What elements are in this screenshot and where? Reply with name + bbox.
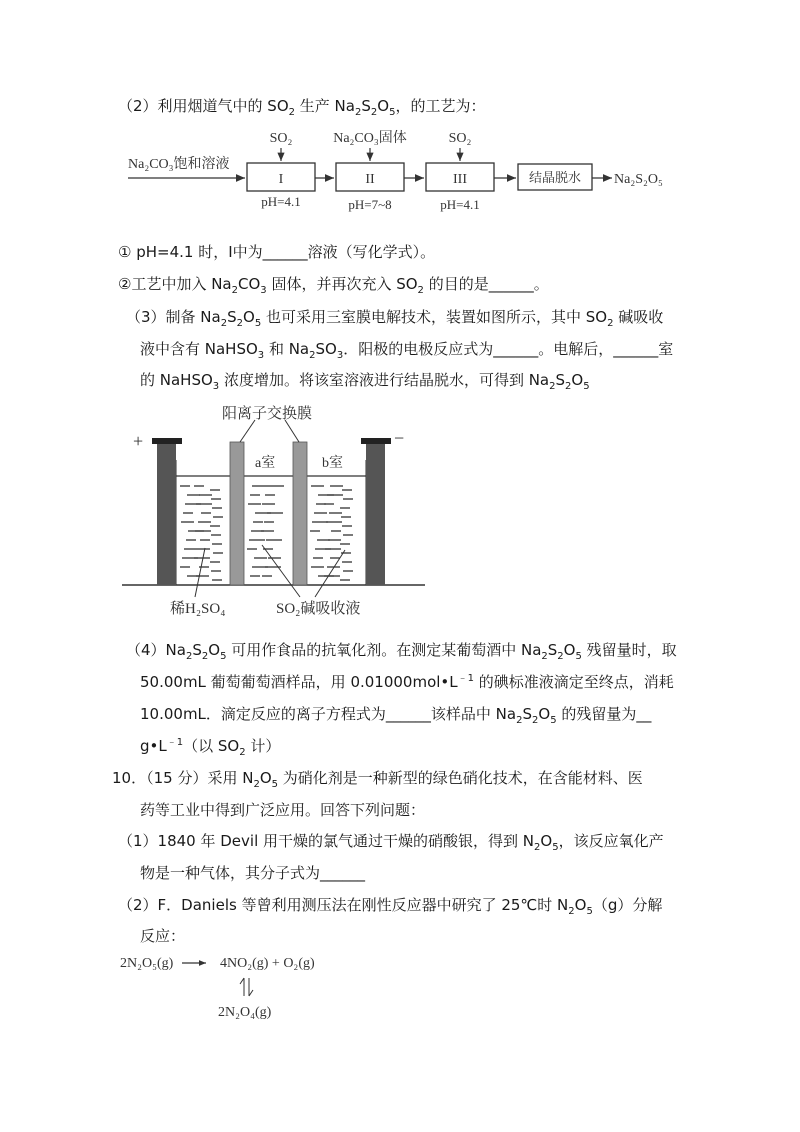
flow-add-3: SO₂ <box>448 131 472 146</box>
eq-bottom: 2N₂O₄(g) <box>218 1005 272 1020</box>
acid-label: 稀H₂SO₄ <box>170 601 226 617</box>
absorb-label: SO₂碱吸收液 <box>276 601 361 617</box>
q3-line-1: （3）制备 $Na_2S_2O_5$ 也可采用三室膜电解技术，装置如图所示，其中 $SO_2$ 碱吸收 <box>126 308 664 329</box>
room-b-label: b室 <box>322 456 343 471</box>
q10-line-3: （1）1840 年 Devil 用干燥的氯气通过干燥的硝酸银，得到 $N_2O_5$，该反应氧化产 <box>118 832 664 853</box>
q10-line-4: 物是一种气体，其分子式为______ <box>140 864 366 882</box>
flow-feed-label: Na₂CO₃饱和溶液 <box>128 157 230 172</box>
eq-right: 4NO₂(g) + O₂(g) <box>220 956 315 971</box>
flow-box-2-label: II <box>365 172 375 187</box>
q10-line-6: 反应： <box>140 927 186 945</box>
minus-sign: − <box>394 428 405 448</box>
flow-ph-2: pH=7~8 <box>348 197 392 212</box>
q4-line-2: 50.00mL 葡萄葡萄酒样品，用 $0.01000mol•L^{﹣1}$ 的碘标准液滴定至终点，消耗 <box>140 673 674 691</box>
q3-line-3: 的 NaHSO$_3$ 浓度增加。将该室溶液进行结晶脱水，可得到 $Na_2S_2O_5$ <box>140 371 590 392</box>
q2-sub2: ②工艺中加入 $Na_2CO_3$ 固体，并再次充入 $SO_2$ 的目的是______。 <box>118 275 549 296</box>
q4-line-3: 10.00mL．滴定反应的离子方程式为______该样品中 $Na_2S_2O_5$ 的残留量为__ <box>140 705 652 726</box>
room-a-label: a室 <box>255 456 276 471</box>
flow-box-3-label: III <box>453 172 467 187</box>
flow-add-1: SO₂ <box>269 131 293 146</box>
eq-left: 2N₂O₅(g) <box>120 956 174 971</box>
flow-box-1-label: I <box>278 172 284 187</box>
membrane-label: 阳离子交换膜 <box>222 406 313 422</box>
q10-line-2: 药等工业中得到广泛应用。回答下列问题： <box>140 801 426 819</box>
q3-line-2: 液中含有 NaHSO$_3$ 和 $Na_2SO_3$．阳极的电极反应式为______。电解后，______室 <box>140 340 674 361</box>
flow-product-label: Na₂S₂O₅ <box>614 172 663 187</box>
flow-box-4-label: 结晶脱水 <box>528 170 582 185</box>
flow-ph-1: pH=4.1 <box>261 194 301 209</box>
q10-line-1: 10．（15 分）采用 $N_2O_5$ 为硝化剂是一种新型的绿色硝化技术，在含能材料、医 <box>112 769 643 790</box>
plus-sign: + <box>133 431 144 451</box>
q2-intro: （2）利用烟道气中的 $SO_2$ 生产 $Na_2S_2O_5$，的工艺为： <box>118 97 486 118</box>
q4-line-4: $g•L^{﹣1}$（以 $SO_2$ 计） <box>140 737 281 758</box>
flow-add-2: Na₂CO₃固体 <box>333 131 407 146</box>
q10-line-5: （2）F．Daniels 等曾利用测压法在刚性反应器中研究了 25℃时 $N_2O_5(g)$分解 <box>118 896 663 917</box>
flow-ph-3: pH=4.1 <box>440 197 480 212</box>
q4-line-1: $(4)Na_2S_2O_5$ 可用作食品的抗氧化剂。在测定某葡萄酒中 $Na_2S_2O_5$ 残留量时，取 <box>126 641 677 662</box>
q2-sub1: ① pH=4.1 时，I中为______溶液（写化学式）。 <box>118 243 436 261</box>
